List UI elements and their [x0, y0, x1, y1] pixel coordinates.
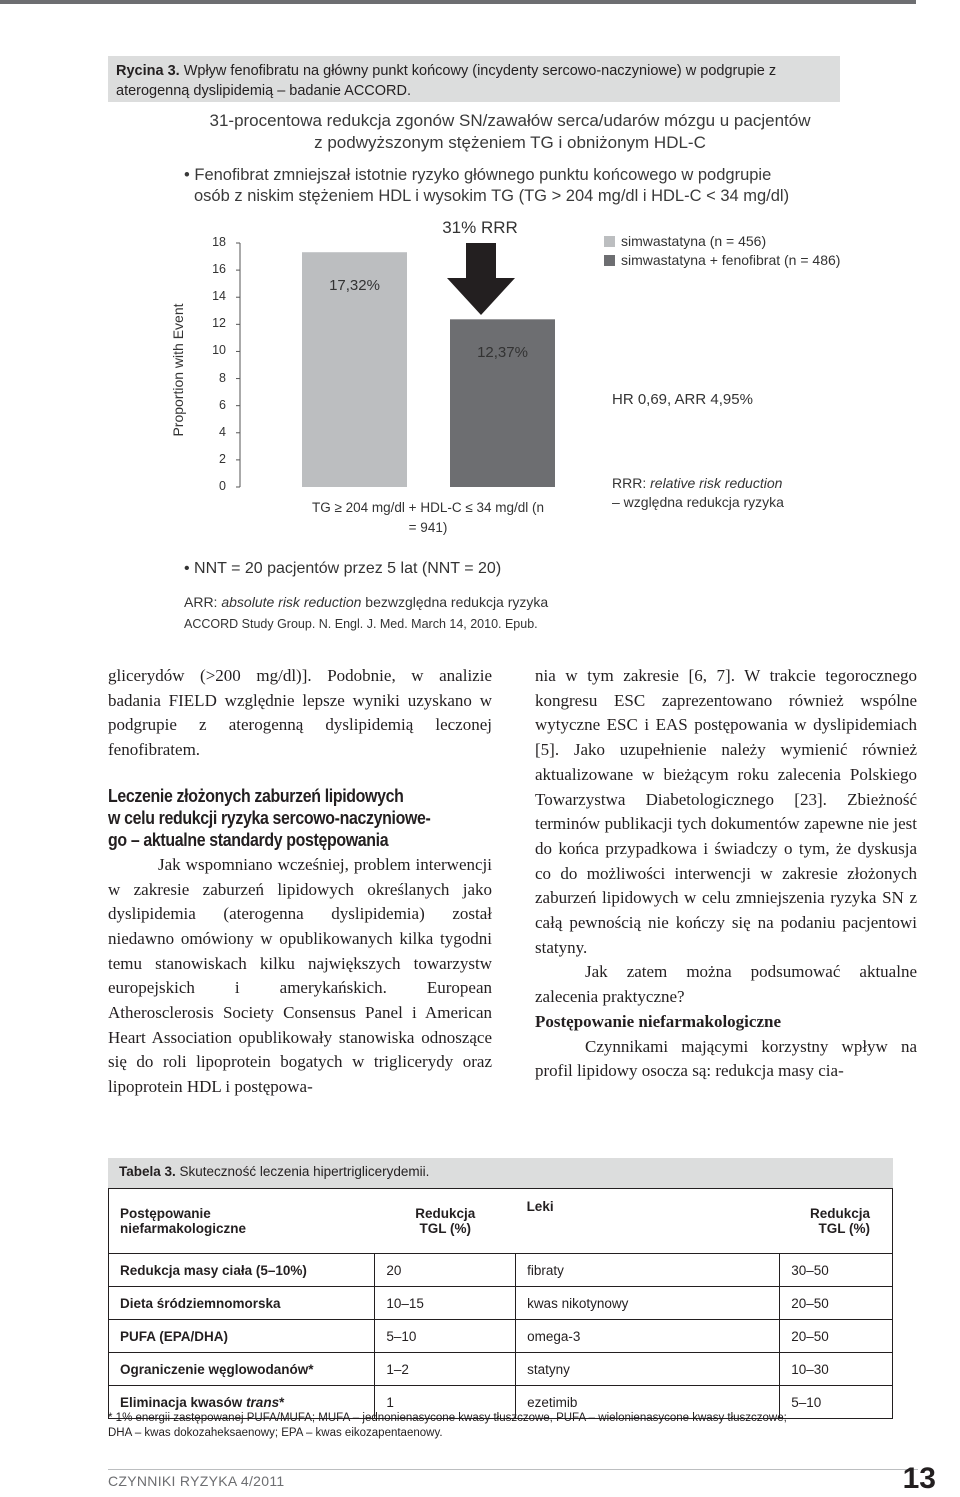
bar-simvastatin-fenofibrate-label: 12,37%: [477, 344, 528, 362]
rrr-definition: [612, 474, 784, 512]
table-row: [109, 1353, 893, 1386]
y-tick-label: 18: [212, 235, 226, 249]
legend-label: simwastatyna + fenofibrat (n = 486): [621, 252, 841, 268]
body-column-left: [108, 664, 492, 1100]
legend-item-simvastatin: [604, 233, 840, 249]
legend-swatch: [604, 236, 615, 247]
section-heading-line-3: go – aktualne standardy postępowania: [108, 828, 389, 850]
hr-label: HR 0,69, ARR 4,95%: [612, 391, 753, 408]
figure-caption-label: Rycina 3.: [116, 63, 180, 79]
table-cell: Eliminacja kwasów trans*: [109, 1386, 375, 1419]
bullet-1-line-2: osób z niskim stężeniem HDL i wysokim TG (TG > 204 mg/dl i HDL-C < 34 mg/dl): [194, 187, 790, 205]
header-drugs: Leki: [516, 1189, 780, 1254]
table-cell: 10–15: [375, 1287, 516, 1320]
rrr-def-line-2: – względna redukcja ryzyka: [612, 494, 784, 510]
table-footnote: [108, 1411, 908, 1441]
table-header-row: [109, 1189, 893, 1254]
nnt-bullet: • NNT = 20 pacjentów przez 5 lat (NNT = 20): [184, 560, 502, 577]
table-cell: 30–50: [780, 1254, 893, 1287]
table-cell: 1–2: [375, 1353, 516, 1386]
table-cell: Dieta śródziemnomorska: [109, 1287, 375, 1320]
chart-legend: [604, 233, 840, 268]
section-heading-line-1: Leczenie złożonych zaburzeń lipidowych: [108, 784, 404, 806]
table-cell: omega-3: [516, 1320, 780, 1353]
bar-simvastatin-label: 17,32%: [329, 277, 380, 295]
accord-reference: ACCORD Study Group. N. Engl. J. Med. March 14, 2010. Epub.: [184, 617, 538, 631]
page-number: 13: [902, 1462, 936, 1495]
y-tick-label: 16: [212, 262, 226, 277]
chart-y-label: Proportion with Event: [170, 303, 186, 437]
y-tick-label: 4: [219, 424, 226, 439]
y-tick-label: 10: [212, 343, 226, 358]
table-cell: kwas nikotynowy: [516, 1287, 780, 1320]
table-cell: ezetimib: [516, 1386, 780, 1419]
table-cell: 20–50: [780, 1287, 893, 1320]
table-caption-text: Skuteczność leczenia hipertriglicerydemii.: [175, 1164, 430, 1179]
table-cell: 20–50: [780, 1320, 893, 1353]
header-reduction-2: Redukcja TGL (%): [780, 1189, 893, 1254]
reduction-arrow-icon: [447, 243, 515, 315]
x-label-line-1: TG ≥ 204 mg/dl + HDL-C ≤ 34 mg/dl (n: [311, 500, 545, 515]
section-heading: [108, 785, 495, 851]
table-cell: 5–10: [375, 1320, 516, 1353]
table-cell: Redukcja masy ciała (5–10%): [109, 1254, 375, 1287]
table-cell: 5–10: [780, 1386, 893, 1419]
rrr-label: 31% RRR: [442, 218, 518, 237]
bullet-1-line-1: • Fenofibrat zmniejszał istotnie ryzyko głównego punktu końcowego w podgrupie: [184, 166, 772, 184]
rrr-def-prefix: RRR:: [612, 475, 651, 491]
right-paragraph-2: Jak zatem można podsumować aktualne zalecenia praktyczne?: [535, 962, 917, 1007]
table-row: [109, 1254, 893, 1287]
figure-title-line-2: z podwyższonym stężeniem TG i obniżonym HDL-C: [314, 133, 706, 152]
chart-y-tick-marks: [236, 243, 240, 487]
footer-rule: [108, 1469, 918, 1470]
table-caption-label: Tabela 3.: [119, 1164, 176, 1179]
y-tick-label: 12: [212, 316, 226, 331]
table-cell: 20: [375, 1254, 516, 1287]
rrr-def-italic: relative risk reduction: [650, 475, 783, 491]
footnote-line-2: DHA – kwas dokozaheksaenowy; EPA – kwas eikozapentaenowy.: [108, 1427, 443, 1439]
y-tick-label: 2: [219, 451, 226, 466]
y-tick-label: 14: [212, 289, 226, 304]
footnote-line-1: * 1% energii zastępowanej PUFA/MUFA; MUFA – jednonienasycone kwasy tłuszczowe, PUFA – wielonienasycone kwasy tłuszczowe;: [108, 1412, 787, 1424]
right-paragraph-1: nia w tym zakresie [6, 7]. W trakcie tegorocznego kongresu ESC zaprezentowano również wspólne wytyczne ESC i EAS postępowania w dyslipidemiach [5]. Jako uzupełnienie należy wymienić również aktualizowane w bieżącym roku zalecenia Polskiego Towarzystwa Diabetologicznego [23]. Zbieżność terminów publikacji tych dokumentów zapewne nie jest do końca przypadkowa i świadczy o tym, że dyskusja co do możliwości interwencji w zakresie złożonych zaburzeń lipidowych w celu zmniejszenia ryzyka SN z całą pewnością nie kończy się na podaniu pacjentowi statyny.: [535, 666, 917, 957]
legend-item-simvastatin-fenofibrate: [604, 252, 840, 268]
table-cell: fibraty: [516, 1254, 780, 1287]
arr-prefix: ARR:: [184, 594, 222, 610]
section-heading-line-2: w celu redukcji ryzyka sercowo-naczyniowe-: [108, 806, 431, 828]
table-row: [109, 1287, 893, 1320]
right-paragraph-3: Czynnikami mającymi korzystny wpływ na profil lipidowy osocza są: redukcja masy cia-: [535, 1036, 917, 1081]
arr-definition: [184, 594, 548, 610]
table-cell: 10–30: [780, 1353, 893, 1386]
journal-name: CZYNNIKI RYZYKA 4/2011: [108, 1473, 285, 1489]
table-cell: Ograniczenie węglowodanów*: [109, 1353, 375, 1386]
treatment-table: [108, 1188, 893, 1419]
y-tick-label: 6: [219, 397, 226, 412]
table-cell: statyny: [516, 1353, 780, 1386]
table-caption: [108, 1158, 893, 1188]
arr-rest: bezwzględna redukcja ryzyka: [361, 594, 549, 610]
y-tick-label: 8: [219, 370, 226, 385]
y-tick-label: 0: [219, 479, 226, 493]
figure-caption-text: Wpływ fenofibratu na główny punkt końcowy (incydenty sercowo-naczyniowe) w podgrupie z aterogenną dyslipidemią – badanie ACCORD.: [116, 63, 777, 99]
table-cell: PUFA (EPA/DHA): [109, 1320, 375, 1353]
table-row: [109, 1320, 893, 1353]
chart-svg: [0, 0, 960, 560]
arr-italic: absolute risk reduction: [221, 594, 362, 610]
table-cell: 1: [375, 1386, 516, 1419]
chart-x-label: [278, 498, 578, 538]
body-column-right: [535, 664, 917, 1084]
header-nonpharm: Postępowanie niefarmakologiczne: [109, 1189, 375, 1254]
left-paragraph-1: glicerydów (>200 mg/dl)]. Podobnie, w analizie badania FIELD względnie lepsze wyniki uzyskano w podgrupie z aterogenną dyslipidemią leczonej fenofibratem.: [108, 666, 492, 760]
header-reduction-1: Redukcja TGL (%): [375, 1189, 516, 1254]
figure-title-line-1: 31-procentowa redukcja zgonów SN/zawałów serca/udarów mózgu u pacjentów: [209, 111, 811, 130]
legend-swatch: [604, 255, 615, 266]
subsection-heading: Postępowanie niefarmakologiczne: [535, 1011, 781, 1031]
x-label-line-2: = 941): [408, 520, 448, 535]
legend-label: simwastatyna (n = 456): [621, 233, 767, 249]
left-paragraph-2: Jak wspomniano wcześniej, problem interwencji w zakresie zaburzeń lipidowych określanych jako dyslipidemia (aterogenna dyslipidemia) został niedawno omówiony w opublikowanych kilka tygodni temu stanowiskach kilku największych towarzystw europejskich i amerykańskich. European Atherosclerosis Society Consensus Panel i American Heart Association opublikowały stanowiska odnoszące się do roli lipoprotein bogatych w triglicerydy oraz lipoprotein HDL i postępowa-: [108, 854, 492, 1097]
